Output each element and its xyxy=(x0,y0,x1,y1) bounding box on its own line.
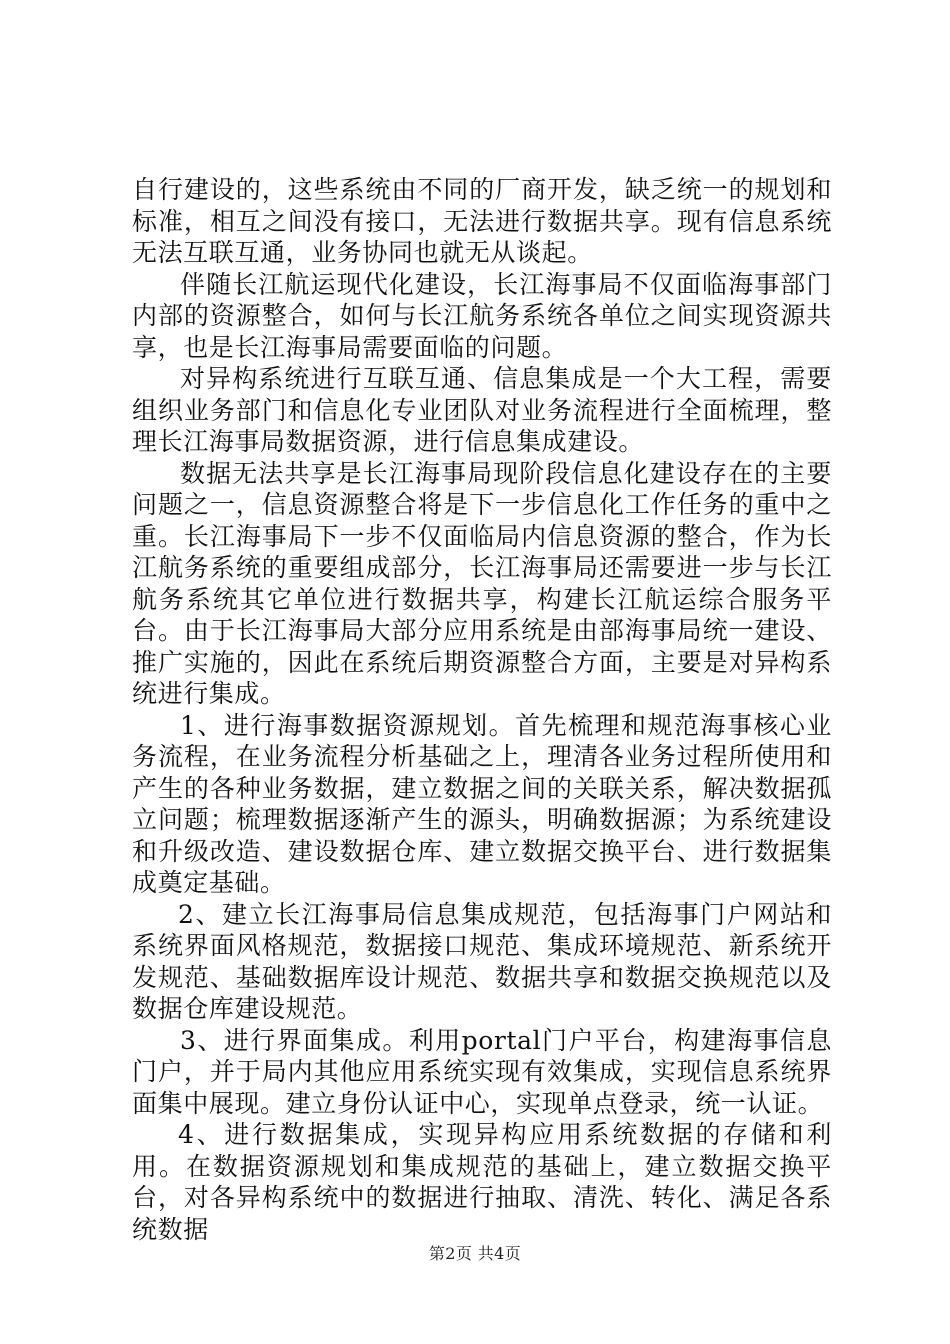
paragraph-modernization: 伴随长江航运现代化建设，长江海事局不仅面临海事部门内部的资源整合，如何与长江航务系统各单位之间实现资源共享，也是长江海事局需要面临的问题。 xyxy=(132,269,832,362)
paragraph-item-3: 3、进行界面集成。利用portal门户平台，构建海事信息门户，并于局内其他应用系统实现有效集成，实现信息系统界面集中展现。建立身份认证中心，实现单点登录，统一认证。 xyxy=(132,1025,832,1118)
paragraph-item-2: 2、建立长江海事局信息集成规范，包括海事门户网站和系统界面风格规范，数据接口规范、集成环境规范、新系统开发规范、基础数据库设计规范、数据共享和数据交换规范以及数据仓库建设规范。 xyxy=(132,899,832,1023)
page-number: 第2页 共4页 xyxy=(428,1244,522,1263)
document-body xyxy=(132,174,832,1245)
paragraph-item-1: 1、进行海事数据资源规划。首先梳理和规范海事核心业务流程，在业务流程分析基础之上，理清各业务过程所使用和产生的各种业务数据，建立数据之间的关联关系，解决数据孤立问题；梳理数据逐渐产生的源头，明确数据源；为系统建设和升级改造、建设数据仓库、建立数据交换平台、进行数据集成奠定基础。 xyxy=(132,710,832,897)
paragraph-item-4: 4、进行数据集成，实现异构应用系统数据的存储和利用。在数据资源规划和集成规范的基础上，建立数据交换平台，对各异构系统中的数据进行抽取、清洗、转化、满足各系统数据 xyxy=(132,1120,832,1244)
paragraph-data-sharing: 数据无法共享是长江海事局现阶段信息化建设存在的主要问题之一，信息资源整合将是下一步信息化工作任务的重中之重。长江海事局下一步不仅面临局内信息资源的整合，作为长江航务系统的重要组成部分，长江海事局还需要进一步与长江航务系统其它单位进行数据共享，构建长江航运综合服务平台。由于长江海事局大部分应用系统是由部海事局统一建设、推广实施的，因此在系统后期资源整合方面，主要是对异构系统进行集成。 xyxy=(132,458,832,708)
paragraph-continuation: 自行建设的，这些系统由不同的厂商开发，缺乏统一的规划和标准，相互之间没有接口，无法进行数据共享。现有信息系统无法互联互通，业务协同也就无从谈起。 xyxy=(132,175,832,267)
paragraph-heterogeneous-integration: 对异构系统进行互联互通、信息集成是一个大工程，需要组织业务部门和信息化专业团队对业务流程进行全面梳理，整理长江海事局数据资源，进行信息集成建设。 xyxy=(132,364,832,456)
